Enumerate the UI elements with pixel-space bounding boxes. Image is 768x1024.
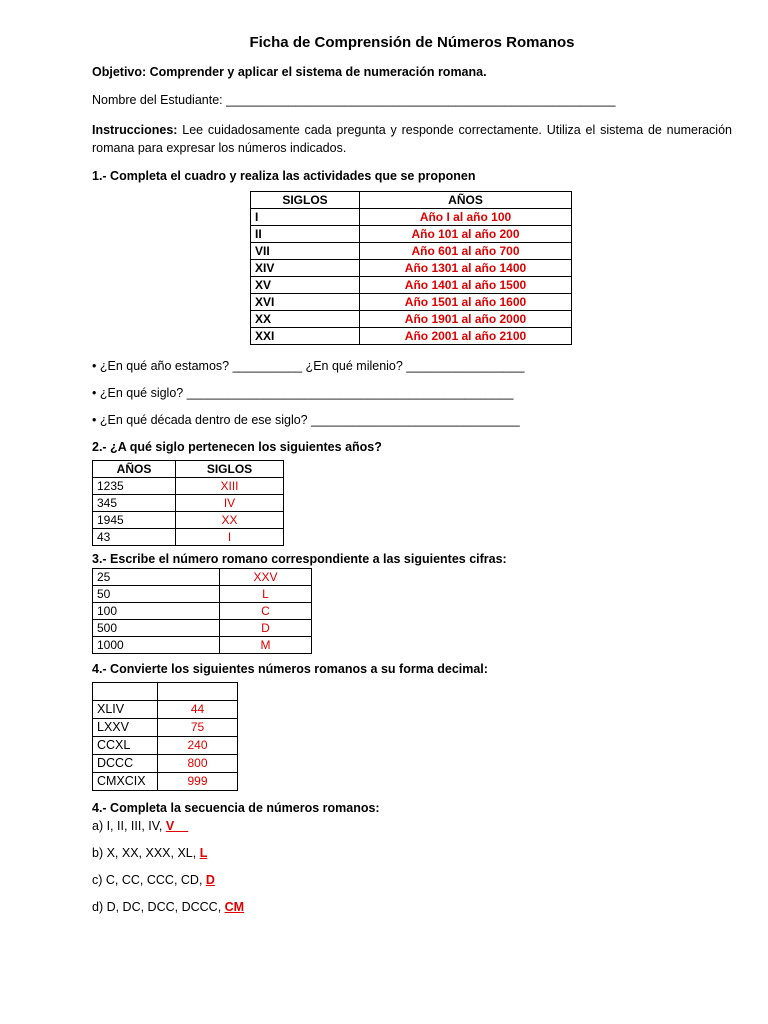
table-row — [93, 529, 284, 546]
table-row — [93, 637, 312, 654]
number-cell: 25 — [93, 569, 220, 586]
table-row — [251, 328, 572, 345]
sequence-answer: L — [199, 846, 208, 861]
years-cell: Año 1501 al año 1600 — [360, 294, 572, 311]
roman-cell: CCXL — [93, 737, 158, 755]
table-row — [93, 719, 238, 737]
years-cell: Año 2001 al año 2100 — [360, 328, 572, 345]
section5-heading: 4.- Completa la secuencia de números romanos: — [92, 801, 380, 816]
number-cell: 500 — [93, 620, 220, 637]
number-cell: 100 — [93, 603, 220, 620]
century-cell: XIII — [176, 478, 284, 495]
table-row — [93, 701, 238, 719]
years-cell: Año 1301 al año 1400 — [360, 260, 572, 277]
sequence-prefix: a) I, II, III, IV, — [92, 819, 166, 834]
roman-cell: L — [220, 586, 312, 603]
century-cell: II — [251, 226, 360, 243]
years-cell: Año 101 al año 200 — [360, 226, 572, 243]
table-row — [251, 311, 572, 328]
century-cell: I — [176, 529, 284, 546]
sequence-prefix: b) X, XX, XXX, XL, — [92, 846, 200, 861]
decimal-cell: 999 — [158, 773, 238, 791]
roman-to-decimal-table — [92, 682, 238, 791]
table-row — [251, 209, 572, 226]
century-cell: XVI — [251, 294, 360, 311]
number-cell: 1000 — [93, 637, 220, 654]
year-cell: 345 — [93, 495, 176, 512]
decimal-cell: 800 — [158, 755, 238, 773]
table-row — [93, 755, 238, 773]
year-cell: 1945 — [93, 512, 176, 529]
table-row — [251, 260, 572, 277]
table-row — [93, 603, 312, 620]
centuries-table — [250, 191, 572, 345]
table-row — [93, 620, 312, 637]
sequence-item — [92, 900, 732, 914]
century-cell: XIV — [251, 260, 360, 277]
roman-cell: C — [220, 603, 312, 620]
years-cell: Año 1901 al año 2000 — [360, 311, 572, 328]
years-to-century-table — [92, 460, 284, 546]
roman-cell: M — [220, 637, 312, 654]
sequence-answer: V__ — [165, 819, 189, 834]
number-to-roman-table — [92, 568, 312, 654]
table-row — [93, 773, 238, 791]
table-row — [93, 495, 284, 512]
question-century: • ¿En qué siglo? _______________________________________________ — [92, 386, 514, 401]
years-cell: Año I al año 100 — [360, 209, 572, 226]
roman-cell: XXV — [220, 569, 312, 586]
number-cell: 50 — [93, 586, 220, 603]
table-header: SIGLOS — [251, 192, 360, 209]
empty-cell — [158, 683, 238, 701]
table-header: AÑOS — [360, 192, 572, 209]
question-decade: • ¿En qué década dentro de ese siglo? ______________________________ — [92, 413, 520, 428]
decimal-cell: 44 — [158, 701, 238, 719]
roman-cell: DCCC — [93, 755, 158, 773]
objective: Objetivo: Comprender y aplicar el sistema de numeración romana. — [92, 65, 487, 79]
century-cell: VII — [251, 243, 360, 260]
page-title: Ficha de Comprensión de Números Romanos — [249, 34, 575, 51]
section4-heading: 4.- Convierte los siguientes números romanos a su forma decimal: — [92, 662, 488, 677]
sequence-prefix: c) C, CC, CCC, CD, — [92, 873, 206, 888]
year-cell: 1235 — [93, 478, 176, 495]
century-cell: IV — [176, 495, 284, 512]
section3-heading: 3.- Escribe el número romano correspondiente a las siguientes cifras: — [92, 552, 507, 567]
empty-cell — [93, 683, 158, 701]
table-row — [93, 586, 312, 603]
roman-cell: LXXV — [93, 719, 158, 737]
century-cell: XV — [251, 277, 360, 294]
section1-heading: 1.- Completa el cuadro y realiza las actividades que se proponen — [92, 169, 476, 184]
decimal-cell: 75 — [158, 719, 238, 737]
table-row — [251, 243, 572, 260]
worksheet-page — [92, 34, 732, 927]
table-row — [251, 277, 572, 294]
century-cell: XX — [251, 311, 360, 328]
sequence-answer: D — [205, 873, 215, 888]
year-cell: 43 — [93, 529, 176, 546]
century-cell: XX — [176, 512, 284, 529]
roman-cell: XLIV — [93, 701, 158, 719]
table-row — [93, 737, 238, 755]
question-year: • ¿En qué año estamos? __________ ¿En qué milenio? _________________ — [92, 359, 525, 374]
table-row — [251, 294, 572, 311]
sequence-item — [92, 846, 732, 860]
table-header: AÑOS — [93, 461, 176, 478]
roman-cell: D — [220, 620, 312, 637]
sequence-item — [92, 873, 732, 887]
table-row — [93, 569, 312, 586]
decimal-cell: 240 — [158, 737, 238, 755]
sequence-item — [92, 819, 732, 833]
table-header: SIGLOS — [176, 461, 284, 478]
roman-cell: CMXCIX — [93, 773, 158, 791]
sequence-prefix: d) D, DC, DCC, DCCC, — [92, 900, 225, 915]
table-row — [93, 478, 284, 495]
instructions-text: Lee cuidadosamente cada pregunta y responde correctamente. Utiliza el sistema de numeración romana para expresar los números indicados. — [92, 123, 732, 156]
instructions-label: Instrucciones: — [92, 123, 178, 137]
century-cell: XXI — [251, 328, 360, 345]
years-cell: Año 601 al año 700 — [360, 243, 572, 260]
table-row — [93, 683, 238, 701]
sequence-answer: CM — [224, 900, 245, 915]
years-cell: Año 1401 al año 1500 — [360, 277, 572, 294]
section2-heading: 2.- ¿A qué siglo pertenecen los siguientes años? — [92, 440, 382, 455]
instructions — [92, 121, 732, 157]
student-name-line: Nombre del Estudiante: ________________________________________________________ — [92, 93, 616, 107]
table-row — [251, 226, 572, 243]
century-cell: I — [251, 209, 360, 226]
table-row — [93, 512, 284, 529]
